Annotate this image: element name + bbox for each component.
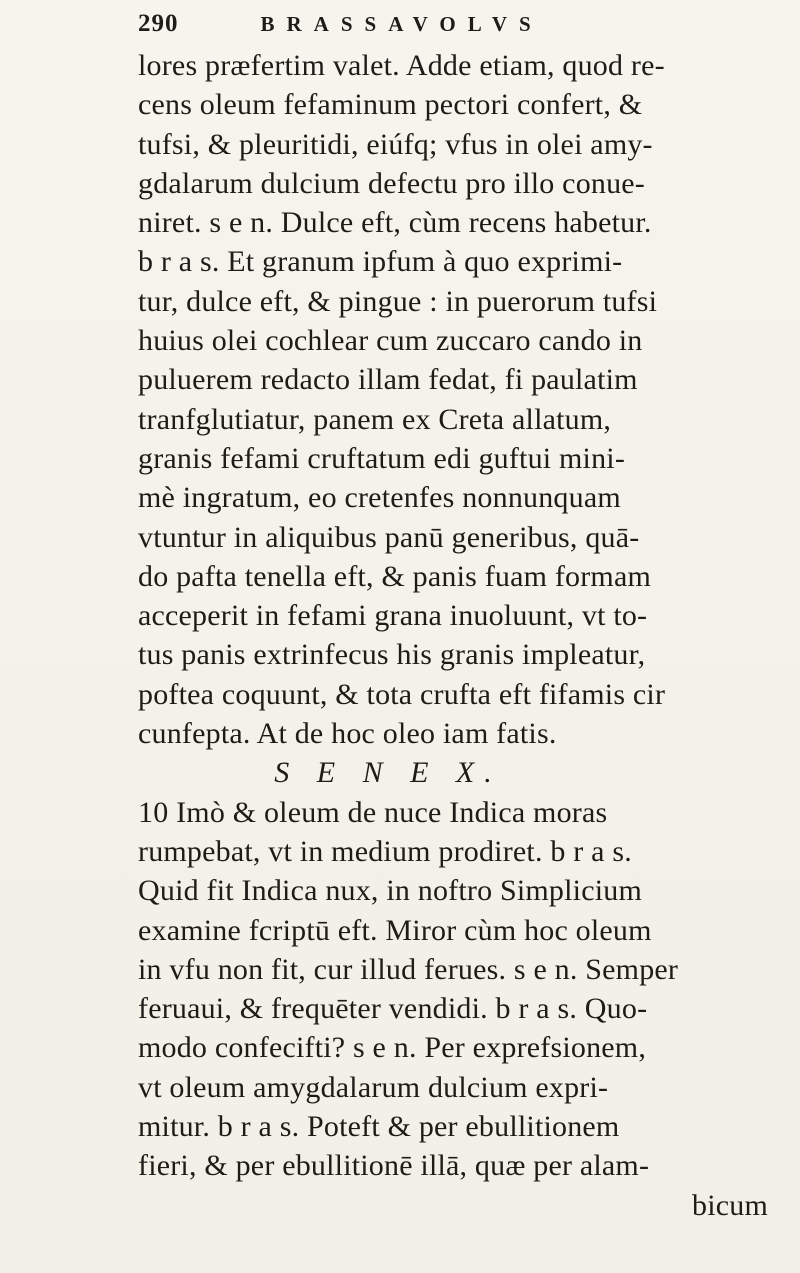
text-line: granis fefami cruftatum edi guftui mini- (138, 441, 626, 475)
text-line: vt oleum amygdalarum dulcium expri- (138, 1070, 609, 1104)
text-line: lores præfertim valet. Adde etiam, quod re- (138, 49, 665, 82)
text-line: rumpebat, vt in medium prodiret. b r a s. (138, 834, 632, 868)
text-line: in vfu non fit, cur illud ferues. s e n. Semper (138, 952, 679, 986)
speaker-heading: S E N E X. (274, 756, 502, 790)
text-line: tur, dulce eft, & pingue : in puerorum tufsi (138, 284, 658, 318)
text-line: Quid fit Indica nux, in noftro Simplicium (138, 874, 642, 908)
page-number: 290 (138, 10, 179, 37)
text-line: fieri, & per ebullitionē illā, quæ per alam- (138, 1149, 650, 1183)
text-line: gdalarum dulcium defectu pro illo conue- (138, 166, 645, 200)
text-line: acceperit in fefami grana inuoluunt, vt to- (138, 599, 648, 633)
text-line: puluerem redacto illam fedat, fi paulatim (138, 363, 638, 397)
text-line: tufsi, & pleuritidi, eiúfq; vfus in olei amy- (138, 127, 653, 161)
text-line: mè ingratum, eo cretenfes nonnunquam (138, 481, 621, 515)
text-line: b r a s. Et granum ipfum à quo exprimi- (138, 245, 623, 279)
text-line: poftea coquunt, & tota crufta eft fifamis cir (138, 677, 666, 711)
text-line: cunfepta. At de hoc oleo iam fatis. (138, 717, 557, 751)
text-line: modo confecifti? s e n. Per exprefsionem, (138, 1031, 647, 1065)
running-head: BRASSAVOLVS (260, 11, 543, 36)
catchword: bicum (692, 1188, 768, 1222)
text-line: tranfglutiatur, panem ex Creta allatum, (138, 402, 612, 436)
text-line: niret. s e n. Dulce eft, cùm recens habetur. (138, 206, 652, 240)
page-header (138, 6, 658, 42)
text-line: 10 Imò & oleum de nuce Indica moras (138, 795, 608, 829)
text-line: mitur. b r a s. Poteft & per ebullitionem (138, 1110, 620, 1144)
text-line: do pafta tenella eft, & panis fuam formam (138, 559, 652, 593)
text-line: huius olei cochlear cum zuccaro cando in (138, 324, 643, 358)
text-line: feruaui, & frequēter vendidi. b r a s. Quo- (138, 992, 648, 1026)
text-line: tus panis extrinfecus his granis impleatur, (138, 638, 646, 672)
text-line: vtuntur in aliquibus panū generibus, quā- (138, 520, 640, 554)
text-body (138, 46, 778, 1225)
text-line: examine fcriptū eft. Miror cùm hoc oleum (138, 913, 652, 947)
text-line: cens oleum fefaminum pectori confert, & (138, 88, 643, 122)
